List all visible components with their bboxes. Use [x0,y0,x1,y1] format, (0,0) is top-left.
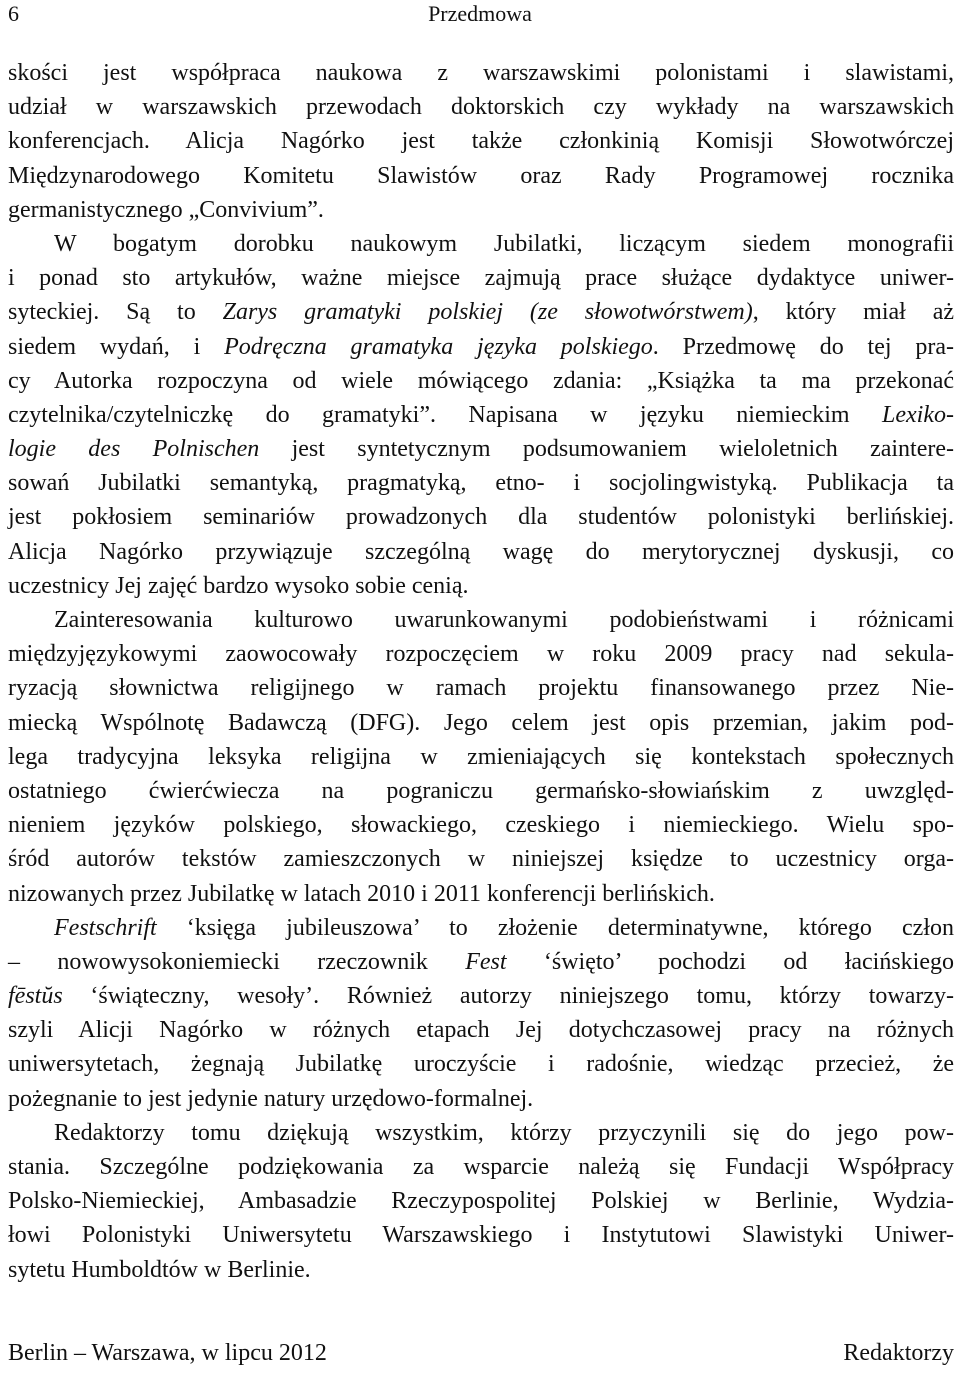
text-line: sytetu Humboldtów w Berlinie. [8,1256,311,1283]
book-title: logie des Polnischen [8,436,260,463]
text-line: logie des Polnischen jest syntetycznym podsumowaniem wieloletnich zaintere- [8,436,955,463]
book-title: Podręczna gramatyka języka polskiego [224,333,653,360]
text-line: Alicja Nagórko przywiązuje szczególną wagę do merytorycznej dyskusji, co [8,538,954,565]
text-line: uniwersytetach, żegnają Jubilatkę uroczyście i radośnie, wiedząc przecież, że [8,1051,954,1078]
body-text [8,56,954,1287]
text-line: czytelnika/czytelniczkę do gramatyki”. Napisana w języku niemieckim Lexiko- [8,401,954,428]
text-line: ryzacją słownictwa religijnego w ramach projektu finansowanego przez Nie- [8,675,954,702]
text-line: szyli Alicji Nagórko w różnych etapach Jej dotychczasowej pracy na różnych [8,1017,954,1044]
text-line: konferencjach. Alicja Nagórko jest także członkinią Komisji Słowotwórczej [8,128,954,155]
signature: Redaktorzy [843,1340,954,1366]
text-line: uczestnicy Jej zajęć bardzo wysoko sobie cenią. [8,572,469,599]
term: Fest [465,948,507,975]
text-line: udział w warszawskich przewodach doktorskich czy wykłady na warszawskich [8,94,954,121]
text-line: W bogatym dorobku naukowym Jubilatki, liczącym siedem monografii [54,230,954,257]
text-line: siedem wydań, i Podręczna gramatyka języka polskiego. Przedmowę do tej pra- [8,333,954,360]
text-line: Międzynarodowego Komitetu Slawistów oraz Rady Programowej rocznika [8,162,954,189]
text-line: łowi Polonistyki Uniwersytetu Warszawskiego i Instytutowi Slawistyki Uniwer- [8,1222,954,1249]
text-line: – nowowysokoniemiecki rzeczownik Fest ‘święto’ pochodzi od łacińskiego [8,948,954,975]
text-line: Festschrift ‘księga jubileuszowa’ to złożenie determinatywne, którego człon [54,914,954,941]
text-line: pożegnanie to jest jedynie natury urzędowo-formalnej. [8,1085,534,1112]
text-line: miecką Wspólnotę Badawczą (DFG). Jego celem jest opis przemian, jakim pod- [8,709,954,736]
book-title: Lexiko- [882,401,954,428]
text-line: ostatniego ćwierćwiecza na pograniczu germańsko-słowiańskim z uwzględ- [8,777,954,804]
text-line: śród autorów tekstów zamieszczonych w niniejszej księdze to uczestnicy orga- [8,846,954,873]
text-line: lega tradycyjna leksyka religijna w zmieniających się kontekstach społecznych [8,743,954,770]
text-line: syteckiej. Są to Zarys gramatyki polskiej (ze słowotwórstwem), który miał aż [8,299,954,326]
text-line: i ponad sto artykułów, ważne miejsce zajmują prace służące dydaktyce uniwer- [8,265,954,292]
text-line: jest pokłosiem seminariów prowadzonych dla studentów polonistyki berlińskiej. [8,504,954,531]
page-footer [8,1336,954,1370]
text-line: fēstŭs ‘świąteczny, wesoły’. Również autorzy niniejszego tomu, którzy towarzy- [8,983,954,1010]
text-line: stania. Szczególne podziękowania za wsparcie należą się Fundacji Współpracy [8,1154,954,1180]
place-date: Berlin – Warszawa, w lipcu 2012 [8,1340,327,1366]
text-line: międzyjęzykowymi zaowocowały rozpoczęciem w roku 2009 pracy nad sekula- [8,641,954,668]
text-line: nieniem języków polskiego, słowackiego, czeskiego i niemieckiego. Wielu spo- [8,812,954,839]
text-line: germanistycznego „Convivium”. [8,196,324,223]
running-title: Przedmowa [428,1,532,26]
term: fēstŭs [8,983,63,1010]
text-line: skości jest współpraca naukowa z warszawskimi polonistami i slawistami, [8,60,954,86]
text-line: Redaktorzy tomu dziękują wszystkim, którzy przyczynili się do jego pow- [54,1119,954,1146]
text-line: sowań Jubilatki semantyką, pragmatyką, etno- i socjolingwistyką. Publikacja ta [8,470,954,497]
book-title: Zarys gramatyki polskiej (ze słowotwórstwem) [222,299,753,326]
page-number: 6 [8,1,19,26]
text-line: nizowanych przez Jubilatkę w latach 2010 i 2011 konferencji berlińskich. [8,880,715,907]
text-line: Zainteresowania kulturowo uwarunkowanymi podobieństwami i różnicami [54,607,954,633]
text-line: cy Autorka rozpoczyna od wiele mówiącego zdania: „Książka ta ma przekonać [8,367,954,394]
term: Festschrift [54,914,157,941]
text-line: Polsko-Niemieckiej, Ambasadzie Rzeczypospolitej Polskiej w Berlinie, Wydzia- [8,1188,954,1215]
page-header [0,0,960,32]
